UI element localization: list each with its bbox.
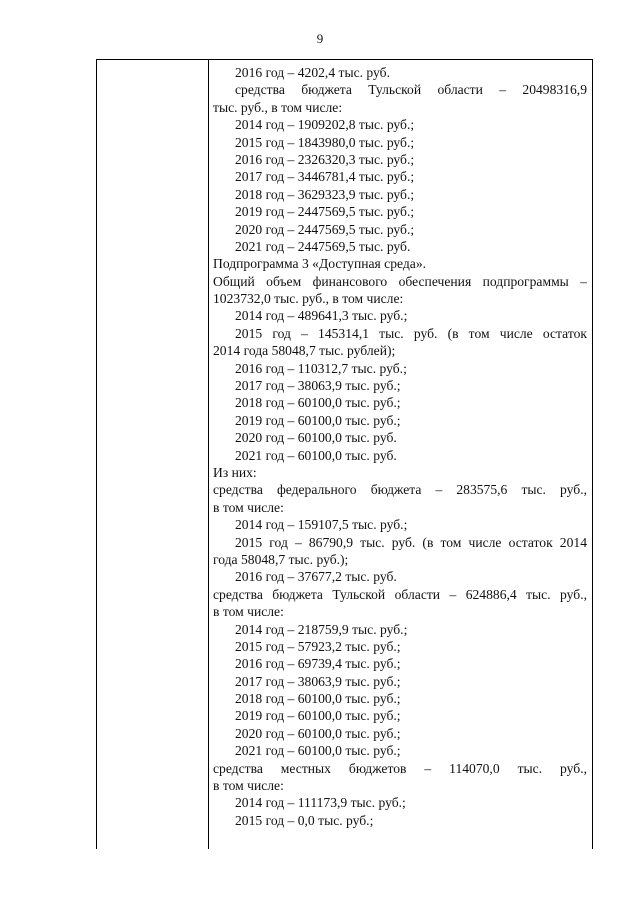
text-line: 2020 год – 60100,0 тыс. руб. bbox=[235, 430, 397, 446]
text-line: 2014 года 58048,7 тыс. рублей); bbox=[213, 343, 396, 359]
text-line: 2019 год – 60100,0 тыс. руб.; bbox=[235, 708, 401, 724]
text-line: 2018 год – 3629323,9 тыс. руб.; bbox=[235, 186, 415, 202]
text-line: 2017 год – 38063,9 тыс. руб.; bbox=[235, 378, 401, 394]
text-line: в том числе: bbox=[213, 604, 284, 620]
column-divider bbox=[208, 60, 209, 849]
text-line: 2019 год – 60100,0 тыс. руб.; bbox=[235, 412, 401, 428]
text-line: Общий объем финансового обеспечения подпрограммы – bbox=[213, 273, 587, 289]
text-line: 2014 год – 159107,5 тыс. руб.; bbox=[235, 517, 408, 533]
text-line: 2020 год – 60100,0 тыс. руб.; bbox=[235, 725, 401, 741]
text-line: Подпрограмма 3 «Доступная среда». bbox=[213, 256, 427, 272]
funding-text-cell bbox=[213, 64, 587, 829]
text-line: 2016 год – 2326320,3 тыс. руб.; bbox=[235, 151, 415, 167]
text-line: 1023732,0 тыс. руб., в том числе: bbox=[213, 291, 404, 307]
text-line: 2018 год – 60100,0 тыс. руб.; bbox=[235, 395, 401, 411]
text-line: 2014 год – 489641,3 тыс. руб.; bbox=[235, 308, 408, 324]
text-line: 2016 год – 4202,4 тыс. руб. bbox=[235, 65, 390, 80]
funding-table bbox=[96, 59, 593, 849]
text-line: 2017 год – 38063,9 тыс. руб.; bbox=[235, 673, 401, 689]
text-line: 2015 год – 57923,2 тыс. руб.; bbox=[235, 638, 401, 654]
text-line: 2016 год – 110312,7 тыс. руб.; bbox=[235, 360, 407, 376]
text-line: в том числе: bbox=[213, 499, 284, 515]
text-line: 2015 год – 145314,1 тыс. руб. (в том числе остаток bbox=[235, 325, 587, 341]
text-line: 2018 год – 60100,0 тыс. руб.; bbox=[235, 691, 401, 707]
text-line: в том числе: bbox=[213, 778, 284, 794]
text-line: 2017 год – 3446781,4 тыс. руб.; bbox=[235, 169, 415, 185]
text-line: 2014 год – 218759,9 тыс. руб.; bbox=[235, 621, 408, 637]
text-line: 2019 год – 2447569,5 тыс. руб.; bbox=[235, 204, 415, 220]
text-line: средства бюджета Тульской области – 20498316,9 bbox=[235, 82, 587, 98]
text-line: 2021 год – 2447569,5 тыс. руб. bbox=[235, 238, 411, 254]
text-line: 2015 год – 0,0 тыс. руб.; bbox=[235, 812, 374, 828]
text-line: года 58048,7 тыс. руб.); bbox=[213, 551, 349, 567]
text-line: 2020 год – 2447569,5 тыс. руб.; bbox=[235, 221, 415, 237]
text-line: тыс. руб., в том числе: bbox=[213, 99, 343, 115]
text-line: средства бюджета Тульской области – 624886,4 тыс. руб., bbox=[213, 586, 587, 602]
text-line: 2015 год – 1843980,0 тыс. руб.; bbox=[235, 134, 415, 150]
text-line: средства местных бюджетов – 114070,0 тыс. руб., bbox=[213, 760, 587, 776]
text-line: 2015 год – 86790,9 тыс. руб. (в том числе остаток 2014 bbox=[235, 534, 587, 550]
text-line: средства федерального бюджета – 283575,6 тыс. руб., bbox=[213, 482, 587, 498]
text-line: 2016 год – 37677,2 тыс. руб. bbox=[235, 569, 397, 585]
text-line: 2016 год – 69739,4 тыс. руб.; bbox=[235, 656, 401, 672]
page-number: 9 bbox=[316, 31, 324, 46]
text-line: 2014 год – 1909202,8 тыс. руб.; bbox=[235, 117, 415, 133]
text-line: 2021 год – 60100,0 тыс. руб.; bbox=[235, 743, 401, 759]
text-line: 2014 год – 111173,9 тыс. руб.; bbox=[235, 795, 406, 811]
text-line: 2021 год – 60100,0 тыс. руб. bbox=[235, 447, 397, 463]
text-line: Из них: bbox=[213, 464, 257, 480]
